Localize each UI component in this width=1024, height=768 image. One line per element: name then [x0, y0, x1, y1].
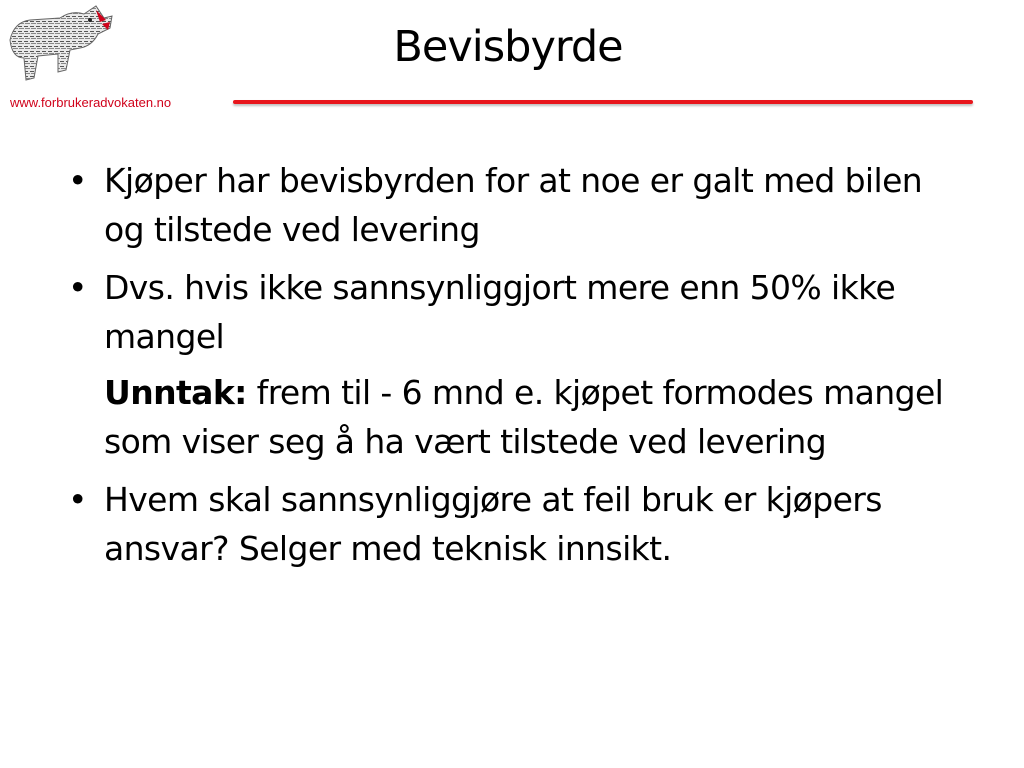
- bullet-item: [68, 263, 958, 361]
- bullet-text: Kjøper har bevisbyrden for at noe er galt med bilen og tilstede ved levering: [104, 161, 923, 249]
- bullet-icon: •: [68, 161, 87, 200]
- slide-body: [68, 156, 958, 582]
- bullet-icon: •: [68, 480, 87, 519]
- bullet-icon: •: [68, 268, 87, 307]
- exception-label: Unntak:: [104, 373, 247, 412]
- slide-title: Bevisbyrde: [393, 22, 623, 72]
- bullet-item: [68, 475, 958, 573]
- bullet-text: Dvs. hvis ikke sannsynliggjort mere enn 50% ikke mangel: [104, 268, 896, 356]
- paragraph-item: [68, 368, 958, 466]
- bullet-item: [68, 156, 958, 254]
- website-url[interactable]: www.forbrukeradvokaten.no: [10, 95, 172, 110]
- paragraph-text: frem til - 6 mnd e. kjøpet formodes mangel som viser seg å ha vært tilstede ved levering: [104, 373, 944, 461]
- bullet-text: Hvem skal sannsynliggjøre at feil bruk er kjøpers ansvar? Selger med teknisk innsikt.: [104, 480, 882, 568]
- title-divider: [233, 100, 973, 104]
